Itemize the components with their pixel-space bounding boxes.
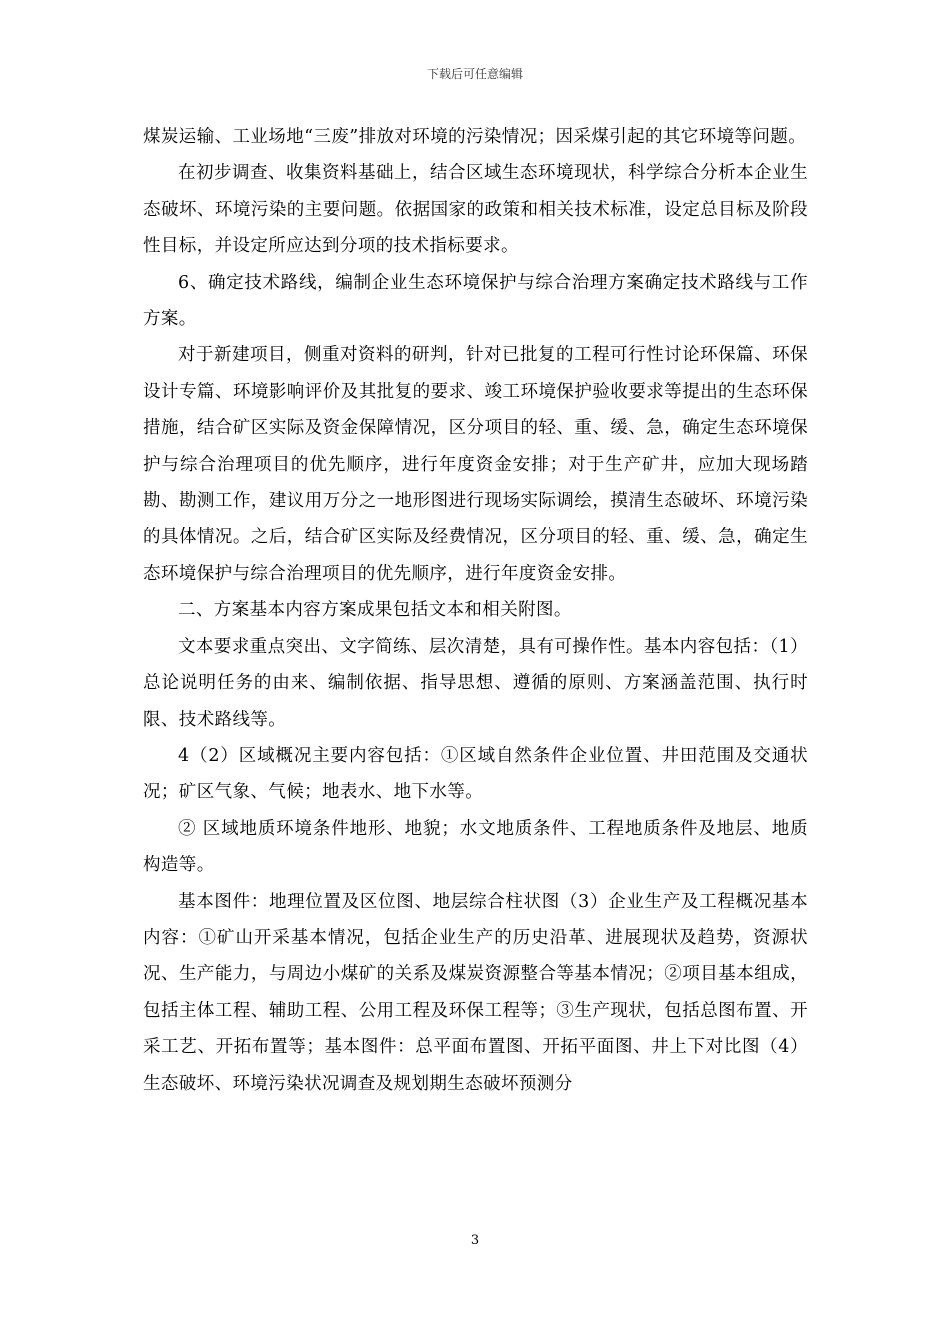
- paragraph-1: 煤炭运输、工业场地“三废”排放对环境的污染情况；因采煤引起的其它环境等问题。: [143, 127, 807, 147]
- paragraph-4: 对于新建项目，侧重对资料的研判，针对已批复的工程可行性讨论环保篇、环保设计专篇、环境影响评价及其批复的要求、竣工环境保护验收要求等提出的生态环保措施，结合矿区实际及资金保障情况，区分项目的轻、重、缓、急，确定生态环境保护与综合治理项目的优先顺序，进行年度资金安排；对于生产矿井，应加大现场踏勘、勘测工作，建议用万分之一地形图进行现场实际调绘，摸清生态破坏、环境污染的具体情况。之后，结合矿区实际及经费情况，区分项目的轻、重、缓、急，确定生态环境保护与综合治理项目的优先顺序，进行年度资金安排。: [143, 345, 808, 584]
- paragraph-7: 4（2）区域概况主要内容包括：①区域自然条件企业位置、井田范围及交通状况；矿区气象、气候；地表水、地下水等。: [143, 745, 808, 803]
- page-number: 3: [470, 1233, 480, 1248]
- document-body: [143, 119, 808, 1102]
- paragraph-3: 6、确定技术路线，编制企业生态环境保护与综合治理方案确定技术路线与工作方案。: [143, 272, 808, 330]
- paragraph-2: 在初步调查、收集资料基础上，结合区域生态环境现状，科学综合分析本企业生态破坏、环境污染的主要问题。依据国家的政策和相关技术标准，设定总目标及阶段性目标，并设定所应达到分项的技术指标要求。: [143, 163, 808, 257]
- page-header: 下载后可任意编辑: [426, 67, 523, 81]
- paragraph-9: 基本图件：地理位置及区位图、地层综合柱状图（3）企业生产及工程概况基本内容：①矿山开采基本情况，包括企业生产的历史沿革、进展现状及趋势，资源状况、生产能力，与周边小煤矿的关系及煤炭资源整合等基本情况；②项目基本组成，包括主体工程、辅助工程、公用工程及环保工程等；③生产现状，包括总图布置、开采工艺、开拓布置等；基本图件：总平面布置图、开拓平面图、井上下对比图（4）生态破坏、环境污染状况调查及规划期生态破坏预测分: [143, 891, 808, 1094]
- paragraph-6: 文本要求重点突出、文字简练、层次清楚，具有可操作性。基本内容包括：（1）总论说明任务的由来、编制依据、指导思想、遵循的原则、方案涵盖范围、执行时限、技术路线等。: [143, 636, 808, 730]
- paragraph-8: ② 区域地质环境条件地形、地貌；水文地质条件、工程地质条件及地层、地质构造等。: [143, 818, 808, 876]
- paragraph-5: 二、方案基本内容方案成果包括文本和相关附图。: [178, 600, 572, 621]
